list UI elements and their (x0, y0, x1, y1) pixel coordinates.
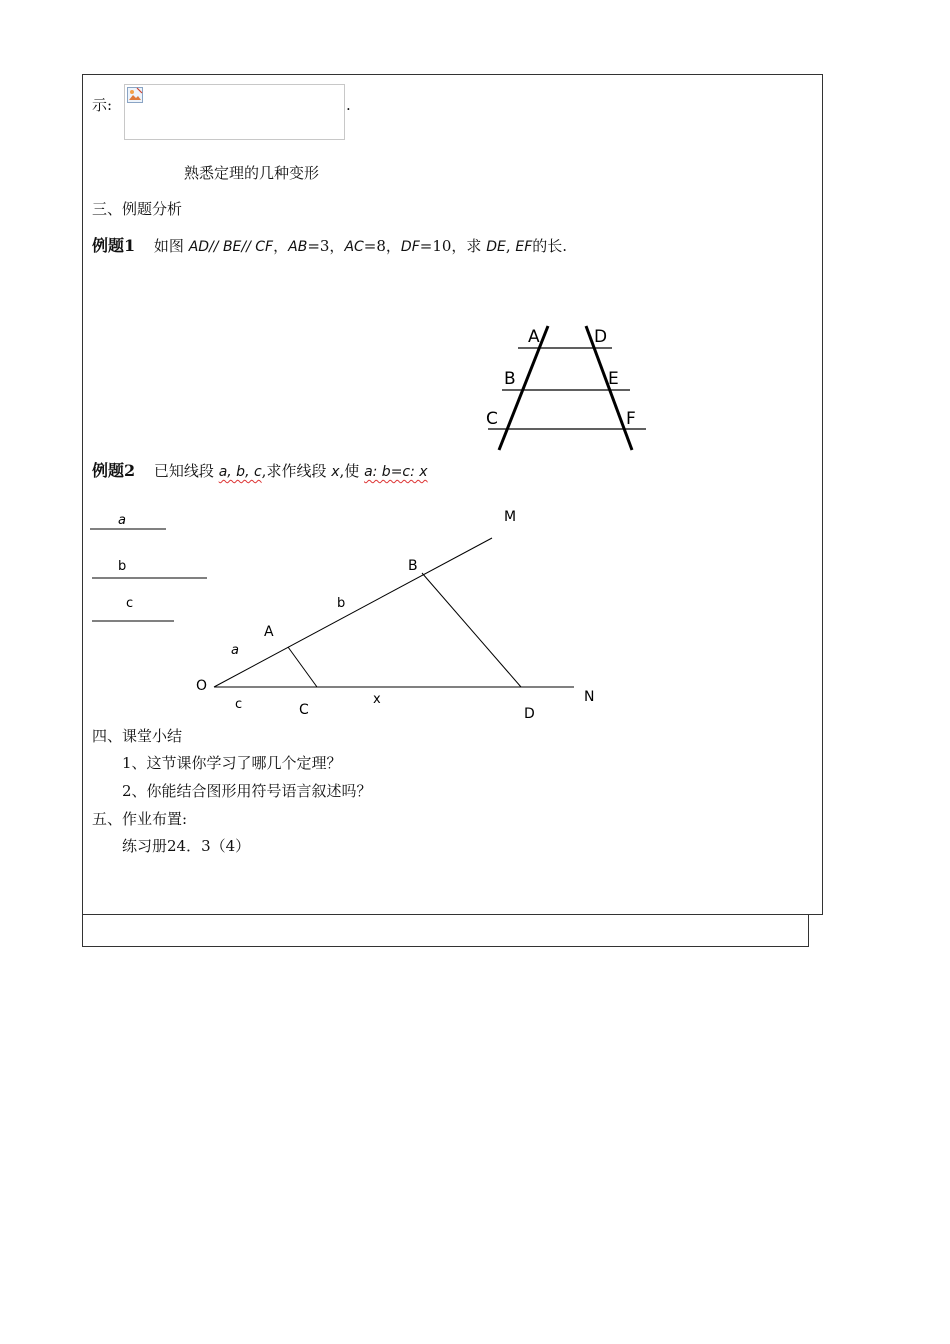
example2-text-pre: 已知线段 (153, 462, 219, 480)
label-B: B (408, 558, 418, 574)
label-c: c (235, 697, 243, 712)
example1-cond2: AB (288, 239, 308, 255)
example1-eq2: =3， (307, 237, 345, 255)
label-D: D (524, 706, 535, 722)
label-O: O (196, 678, 208, 694)
label-x: x (373, 692, 381, 707)
section3-heading: 三、例题分析 (92, 200, 183, 218)
example1-sep1: ， (273, 237, 289, 255)
given-label-b: b (118, 559, 127, 574)
example1-eq4: =10，求 (419, 237, 487, 255)
label-a: a (231, 643, 239, 658)
lower-frame (82, 914, 809, 947)
example2-segs: a, b, c (218, 464, 262, 480)
parallel-lines-figure (480, 318, 660, 458)
section4-heading: 四、课堂小结 (92, 727, 183, 745)
caption: 熟悉定理的几种变形 (184, 164, 320, 182)
label-D: D (594, 327, 608, 347)
homework-item: 练习册24．3（4） (122, 837, 251, 855)
broken-image (124, 84, 345, 140)
broken-image-icon (127, 87, 143, 103)
period-text: . (346, 96, 351, 114)
example2-text-use: ,使 (339, 462, 365, 480)
ray-om (214, 538, 492, 687)
label-A: A (528, 327, 540, 347)
prefix-text: 示: (92, 96, 113, 114)
example1-cond1: AD// BE// CF (188, 239, 274, 255)
label-N: N (584, 689, 595, 705)
example1-cond5: DE (486, 239, 506, 255)
example2-x: x (331, 464, 340, 480)
example1-text-post: 的长. (532, 237, 568, 255)
example1-eq3: =8， (363, 237, 401, 255)
label-C: C (486, 409, 498, 429)
given-label-c: c (126, 596, 134, 611)
example2-text-mid: ,求作线段 (261, 462, 332, 480)
section5-heading: 五、作业布置: (92, 810, 188, 828)
label-A: A (264, 624, 274, 640)
example1-cond6: EF (515, 239, 533, 255)
label-M: M (504, 509, 517, 525)
example2-ratio: a: b=c: x (364, 464, 428, 480)
example2-label: 例题2 (92, 461, 136, 480)
summary-item-2: 2、你能结合图形用符号语言叙述吗？ (122, 782, 372, 800)
label-C: C (299, 702, 309, 718)
segment-ac (288, 647, 317, 687)
example1-cond3: AC (344, 239, 364, 255)
example1-text-pre: 如图 (153, 237, 189, 255)
example1-sep5: , (505, 237, 516, 255)
example1-label: 例题1 (92, 236, 136, 255)
label-E: E (608, 369, 619, 389)
example2-line (92, 462, 428, 481)
label-F: F (626, 409, 636, 429)
example1-cond4: DF (400, 239, 420, 255)
summary-item-1: 1、这节课你学习了哪几个定理？ (122, 754, 342, 772)
segment-bd (422, 573, 521, 687)
construction-figure (86, 500, 626, 730)
given-label-a: a (118, 513, 126, 528)
label-b: b (337, 596, 346, 611)
label-B: B (504, 369, 516, 389)
example1-line (92, 237, 567, 256)
